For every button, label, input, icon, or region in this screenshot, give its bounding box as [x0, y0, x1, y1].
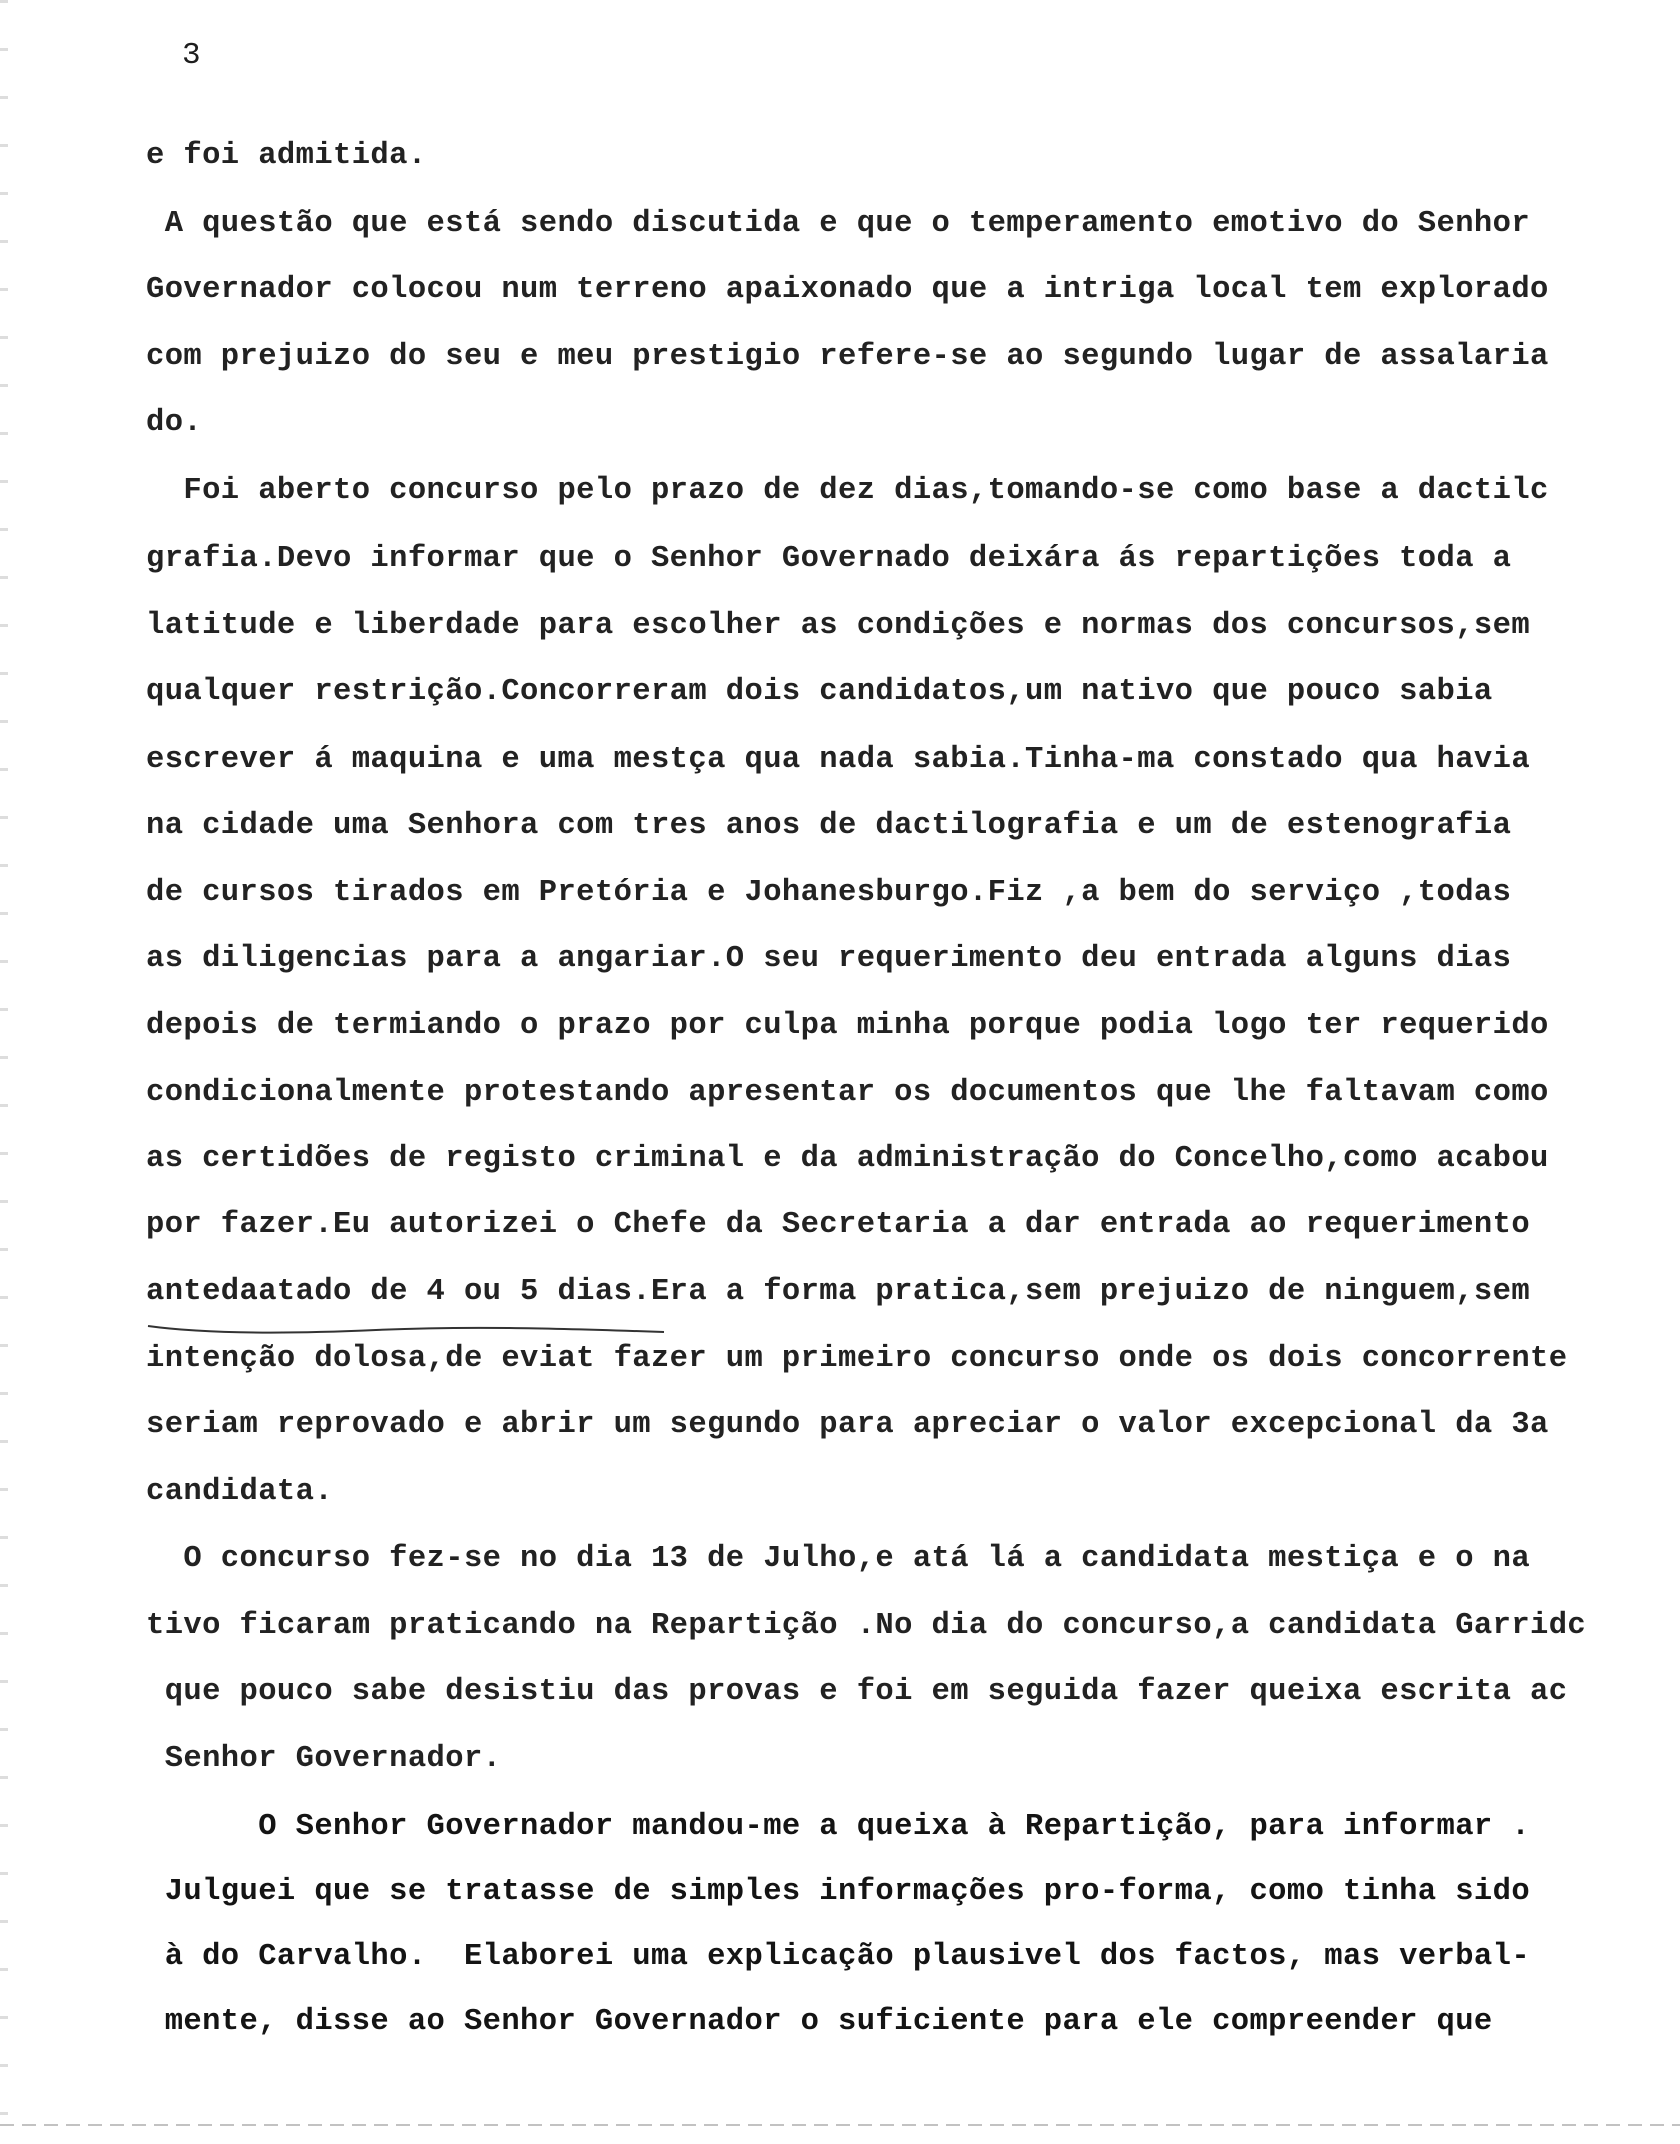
- text-line: depois de termiando o prazo por culpa minha porque podia logo ter requerido: [146, 1009, 1549, 1043]
- text-line: qualquer restrição.Concorreram dois candidatos,um nativo que pouco sabia: [146, 675, 1493, 709]
- text-line: tivo ficaram praticando na Repartição .No dia do concurso,a candidata Garridc: [146, 1609, 1587, 1643]
- text-line: que pouco sabe desistiu das provas e foi em seguida fazer queixa escrita ac: [146, 1675, 1568, 1709]
- text-line: latitude e liberdade para escolher as condições e normas dos concursos,sem: [146, 609, 1531, 643]
- text-line: com prejuizo do seu e meu prestigio refere-se ao segundo lugar de assalaria: [146, 340, 1549, 374]
- text-line: O concurso fez-se no dia 13 de Julho,e atá lá a candidata mestiça e o na: [146, 1542, 1531, 1576]
- handwritten-underline: [146, 1322, 666, 1336]
- text-line: na cidade uma Senhora com tres anos de dactilografia e um de estenografia: [146, 809, 1512, 843]
- text-line: e foi admitida.: [146, 139, 427, 173]
- text-line: por fazer.Eu autorizei o Chefe da Secretaria a dar entrada ao requerimento: [146, 1208, 1531, 1242]
- text-line: Senhor Governador.: [146, 1742, 502, 1776]
- page-number: 3: [182, 38, 202, 73]
- text-line: intenção dolosa,de eviat fazer um primeiro concurso onde os dois concorrente: [146, 1342, 1568, 1376]
- text-line: de cursos tirados em Pretória e Johanesburgo.Fiz ,a bem do serviço ,todas: [146, 876, 1512, 910]
- text-line: escrever á maquina e uma mestça qua nada sabia.Tinha-ma constado qua havia: [146, 743, 1531, 777]
- text-line: condicionalmente protestando apresentar os documentos que lhe faltavam como: [146, 1076, 1549, 1110]
- text-line: mente, disse ao Senhor Governador o suficiente para ele compreender que: [146, 2005, 1493, 2039]
- text-line: as diligencias para a angariar.O seu requerimento deu entrada alguns dias: [146, 942, 1512, 976]
- text-line: candidata.: [146, 1475, 334, 1509]
- text-line: O Senhor Governador mandou-me a queixa à Repartição, para informar .: [146, 1810, 1531, 1844]
- text-line: Julguei que se tratasse de simples informações pro-forma, como tinha sido: [146, 1875, 1531, 1909]
- left-margin-specks: [0, 0, 8, 2144]
- text-line: antedaatado de 4 ou 5 dias.Era a forma pratica,sem prejuizo de ninguem,sem: [146, 1275, 1531, 1309]
- text-line: à do Carvalho. Elaborei uma explicação plausivel dos factos, mas verbal-: [146, 1940, 1531, 1974]
- text-line: grafia.Devo informar que o Senhor Governado deixára ás repartições toda a: [146, 542, 1512, 576]
- text-line: seriam reprovado e abrir um segundo para apreciar o valor excepcional da 3a: [146, 1408, 1549, 1442]
- text-line: A questão que está sendo discutida e que o temperamento emotivo do Senhor: [146, 207, 1531, 241]
- text-line: do.: [146, 406, 203, 440]
- text-line: Foi aberto concurso pelo prazo de dez dias,tomando-se como base a dactilc: [146, 474, 1549, 508]
- text-line: Governador colocou num terreno apaixonado que a intriga local tem explorado: [146, 273, 1549, 307]
- text-line: as certidões de registo criminal e da administração do Concelho,como acabou: [146, 1142, 1549, 1176]
- bottom-edge-noise: [0, 2124, 1680, 2126]
